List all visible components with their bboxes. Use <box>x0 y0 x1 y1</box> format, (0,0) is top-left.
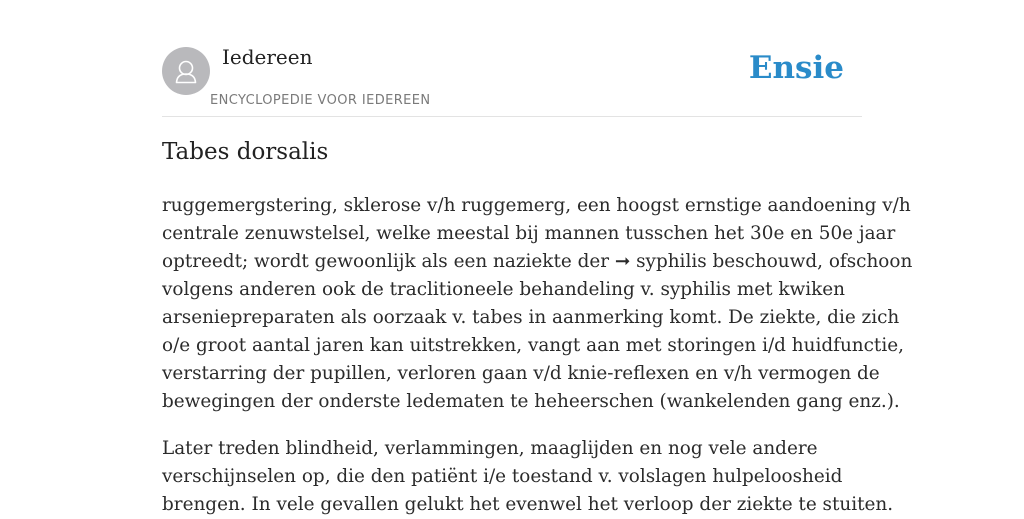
site-subtitle: ENCYCLOPEDIE VOOR IEDEREEN <box>210 93 431 108</box>
paragraph-line: volgens anderen ook de traclitioneele behandeling v. syphilis met kwiken <box>162 279 846 300</box>
paragraph-line: optreedt; wordt gewoonlijk als een naziekte der ➞ syphilis beschouwd, ofschoon <box>162 251 913 272</box>
author-name[interactable]: Iedereen <box>222 45 313 69</box>
article-title: Tabes dorsalis <box>162 139 329 165</box>
paragraph-line: brengen. In vele gevallen gelukt het evenwel het verloop der ziekte te stuiten. <box>162 494 894 515</box>
paragraph-line: arseniepreparaten als oorzaak v. tabes in aanmerking komt. De ziekte, die zich <box>162 307 900 328</box>
user-icon <box>162 47 210 95</box>
paragraph-line: centrale zenuwstelsel, welke meestal bij mannen tusschen het 30e en 50e jaar <box>162 223 896 244</box>
paragraph-line: o/e groot aantal jaren kan uitstrekken, vangt aan met storingen i/d huidfunctie, <box>162 335 904 356</box>
header <box>162 0 862 117</box>
paragraph-line: bewegingen der onderste ledematen te heheerschen (wankelenden gang enz.). <box>162 391 900 412</box>
article-page <box>162 0 913 515</box>
article-paragraph-1 <box>162 192 913 416</box>
paragraph-line: ruggemergstering, sklerose v/h ruggemerg, een hoogst ernstige aandoening v/h <box>162 195 911 216</box>
paragraph-line: Later treden blindheid, verlammingen, maaglijden en nog vele andere <box>162 438 818 459</box>
paragraph-line: verschijnselen op, die den patiënt i/e toestand v. volslagen hulpeloosheid <box>162 466 843 487</box>
paragraph-line: verstarring der pupillen, verloren gaan v/d knie-reflexen en v/h vermogen de <box>162 363 880 384</box>
avatar[interactable] <box>162 47 210 95</box>
article-paragraph-2 <box>162 435 894 519</box>
ensie-logo[interactable]: Ensie <box>748 50 844 86</box>
